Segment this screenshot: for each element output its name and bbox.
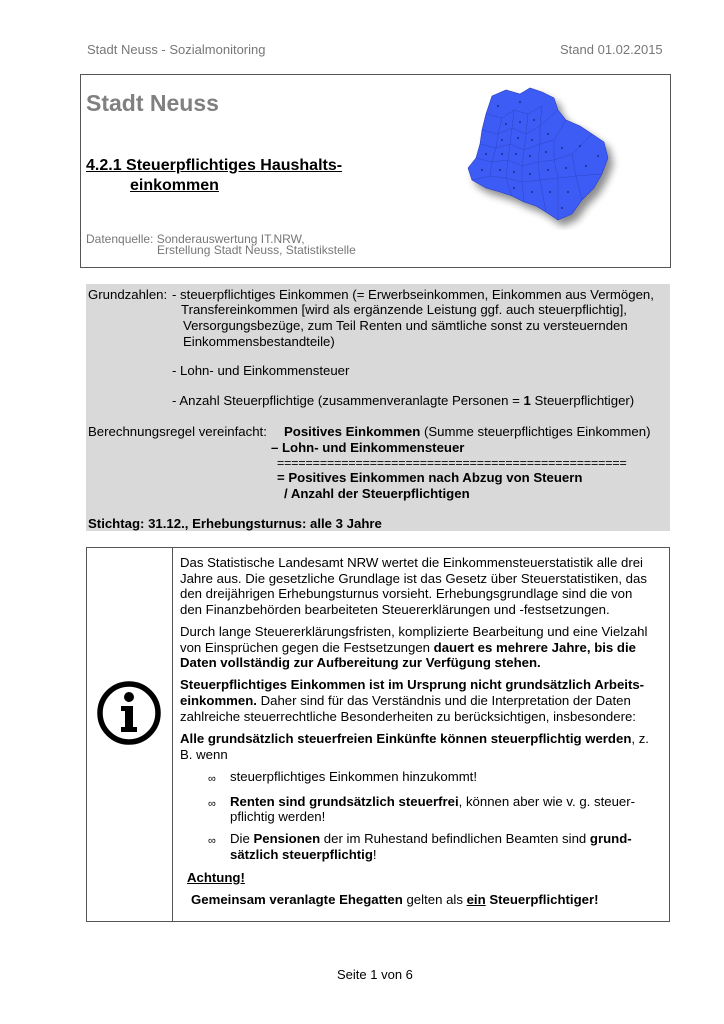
bullet-2-line2: pflichtig werden! [230, 809, 326, 824]
grund-item3 [172, 393, 634, 409]
info-p1-line1: Das Statistische Landesamt NRW wertet die Einkommensteuerstatistik alle drei [180, 555, 643, 570]
grund-item1-line1: - steuerpflichtiges Einkommen (= Erwerbseinkommen, Einkommen aus Vermögen, [172, 287, 654, 302]
bullet-2-bold: Renten sind grundsätzlich steuerfrei [230, 794, 459, 809]
info-p1-line2: Jahre aus. Die gesetzliche Grundlage ist das Gesetz über Steuerstatistiken, das [180, 571, 647, 586]
bullet-2-line1 [230, 794, 635, 810]
final-note-mid: gelten als [402, 892, 467, 907]
final-note-underline: ein [466, 892, 486, 907]
final-note-bold2: Steuerpflichtiger! [485, 892, 599, 907]
rule-line1-rest: (Summe steuerpflichtiges Einkommen) [420, 424, 651, 439]
info-p3-line3: zahlreiche steuerrechtliche Besonderheiten zu berücksichtigen, insbesondere: [180, 709, 636, 724]
bullet-2-icon: ∞ [208, 798, 216, 810]
city-map-icon [462, 84, 624, 230]
bullet-3-line2-bold: sätzlich steuerpflichtig [230, 847, 373, 862]
bullet-3-line1 [230, 831, 632, 847]
city-title: Stadt Neuss [86, 90, 219, 116]
info-box-divider [172, 547, 173, 922]
bullet-1-icon: ∞ [208, 773, 216, 785]
info-p2-line2-pre: von Einsprüchen gegen die Festsetzungen [180, 640, 434, 655]
grund-item1-line4: Einkommensbestandteile) [183, 334, 335, 349]
source-line2: Erstellung Stadt Neuss, Statistikstelle [157, 243, 356, 257]
section-title-line2: einkommen [130, 177, 219, 194]
rule-line3: ================================================= [277, 456, 627, 470]
grund-item1-line3: Versorgungsbezüge, zum Teil Renten und sämtliche sonst zu versteuernden [183, 318, 628, 333]
bullet-3-bold2: grund- [589, 831, 632, 846]
rule-line2: – Lohn- und Einkommensteuer [271, 440, 465, 455]
info-p4-line1 [180, 731, 649, 747]
grund-item1-line2: Transfereinkommen [wird als ergänzende Leistung ggf. auch steuerpflichtig], [181, 302, 627, 317]
bullet-2-rest: , können aber wie v. g. steuer- [458, 794, 636, 809]
info-p2-line2-bold: dauert es mehrere Jahre, bis die [433, 640, 636, 655]
achtung-label: Achtung! [187, 870, 245, 885]
rule-line1-bold: Positives Einkommen [284, 424, 421, 439]
final-note-bold1: Gemeinsam veranlagte Ehegatten [191, 892, 403, 907]
info-p4-line1-bold: Alle grundsätzlich steuerfreien Einkünfte können steuerpflichtig werden [180, 731, 632, 746]
info-p2-line2 [180, 640, 636, 656]
grund-item3-bold: 1 [523, 393, 531, 408]
page-number: Seite 1 von 6 [337, 967, 413, 982]
rule-line1 [284, 424, 650, 440]
info-p1-line4: den Finanzbehörden bearbeiteten Steuererklärungen und -festsetzungen. [180, 602, 610, 617]
info-p2-line1: Durch lange Steuererklärungsfristen, komplizierte Bearbeitung und eine Vielzahl [180, 624, 648, 639]
info-p1-line3: den dreijährigen Erhebungsturnus vorsieht. Erhebungsgrundlage sind die von [180, 586, 633, 601]
grund-item2: - Lohn- und Einkommensteuer [172, 363, 350, 378]
bullet-3-line2 [230, 847, 377, 863]
final-note [191, 892, 599, 908]
rule-label: Berechnungsregel vereinfacht: [88, 424, 267, 439]
bullet-3-bold1: Pensionen [253, 831, 321, 846]
rule-line4: = Positives Einkommen nach Abzug von Steuern [277, 470, 583, 485]
bullet-3-pre: Die [230, 831, 254, 846]
info-p4-line2: B. wenn [180, 747, 228, 762]
source-line1: Datenquelle: Sonderauswertung IT.NRW, [86, 232, 305, 246]
rule-line5: / Anzahl der Steuerpflichtigen [284, 486, 470, 501]
header-right: Stand 01.02.2015 [560, 42, 663, 57]
info-p2-line3: Daten vollständig zur Aufbereitung zur Verfügung stehen. [180, 655, 541, 670]
grund-item3-post: Steuerpflichtiger) [530, 393, 635, 408]
info-icon [96, 680, 162, 746]
info-p3-line2 [180, 693, 631, 709]
info-p3-line1: Steuerpflichtiges Einkommen ist im Ursprung nicht grundsätzlich Arbeits- [180, 677, 645, 692]
info-p3-line2-rest: Daher sind für das Verständnis und die Interpretation der Daten [256, 693, 631, 708]
stichtag: Stichtag: 31.12., Erhebungsturnus: alle 3 Jahre [88, 516, 382, 531]
header-left: Stadt Neuss - Sozialmonitoring [87, 42, 266, 57]
section-title [86, 156, 342, 196]
bullet-3-line2-rest: ! [372, 847, 377, 862]
grund-item3-pre: - Anzahl Steuerpflichtige (zusammenveranlagte Personen = [172, 393, 524, 408]
bullet-1-text: steuerpflichtiges Einkommen hinzukommt! [230, 769, 478, 784]
bullet-3-mid: der im Ruhestand befindlichen Beamten sind [320, 831, 590, 846]
info-p4-line1-rest: , z. [631, 731, 649, 746]
bullet-3-icon: ∞ [208, 835, 216, 847]
section-title-line1: 4.2.1 Steuerpflichtiges Haushalts- [86, 157, 343, 174]
info-p3-line2-bold: einkommen. [180, 693, 257, 708]
grund-label: Grundzahlen: [88, 287, 168, 302]
